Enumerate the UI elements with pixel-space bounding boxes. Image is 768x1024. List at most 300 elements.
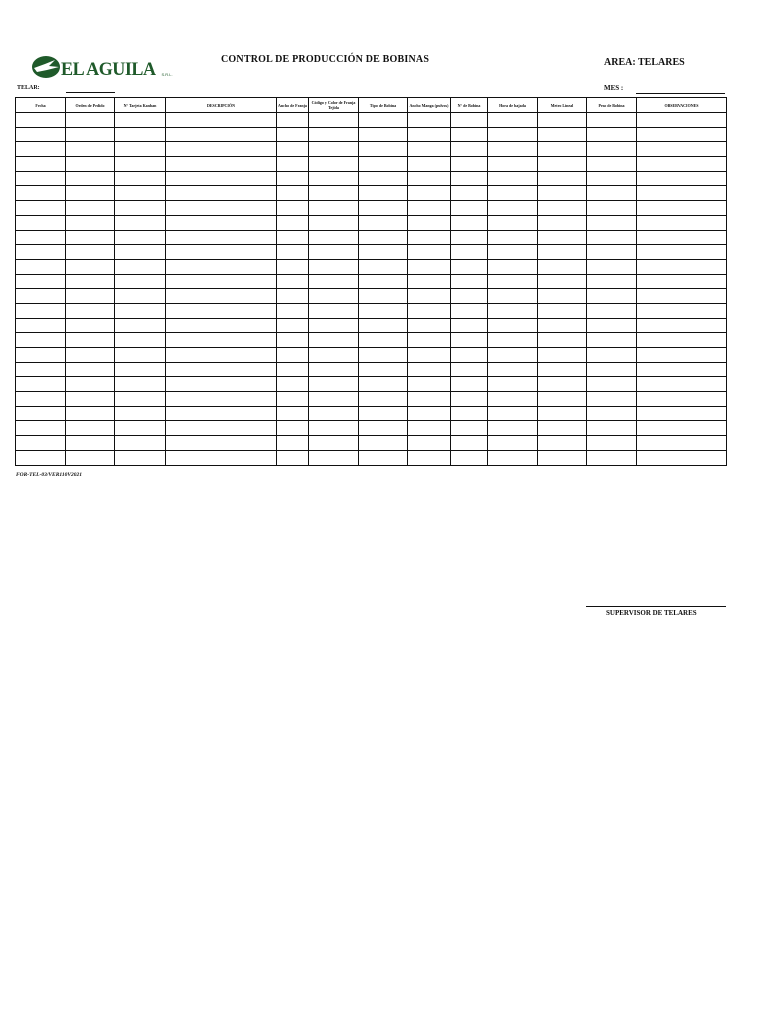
table-cell[interactable] [637, 377, 727, 392]
table-cell[interactable] [359, 377, 408, 392]
table-cell[interactable] [66, 142, 115, 157]
table-cell[interactable] [408, 186, 451, 201]
table-cell[interactable] [309, 171, 359, 186]
table-cell[interactable] [451, 230, 488, 245]
table-cell[interactable] [451, 377, 488, 392]
table-cell[interactable] [538, 215, 587, 230]
table-cell[interactable] [488, 274, 538, 289]
table-cell[interactable] [115, 318, 166, 333]
table-cell[interactable] [16, 362, 66, 377]
table-cell[interactable] [66, 436, 115, 451]
table-cell[interactable] [16, 259, 66, 274]
table-cell[interactable] [538, 230, 587, 245]
table-cell[interactable] [16, 377, 66, 392]
table-cell[interactable] [488, 186, 538, 201]
table-cell[interactable] [277, 348, 309, 363]
table-cell[interactable] [309, 230, 359, 245]
table-cell[interactable] [66, 421, 115, 436]
table-cell[interactable] [538, 377, 587, 392]
table-cell[interactable] [166, 392, 277, 407]
table-cell[interactable] [359, 230, 408, 245]
table-cell[interactable] [16, 245, 66, 260]
table-cell[interactable] [359, 333, 408, 348]
table-cell[interactable] [66, 348, 115, 363]
table-cell[interactable] [488, 303, 538, 318]
table-cell[interactable] [66, 171, 115, 186]
table-cell[interactable] [166, 157, 277, 172]
table-cell[interactable] [637, 303, 727, 318]
table-cell[interactable] [115, 245, 166, 260]
table-cell[interactable] [16, 303, 66, 318]
table-cell[interactable] [637, 142, 727, 157]
table-cell[interactable] [66, 377, 115, 392]
table-cell[interactable] [408, 157, 451, 172]
table-cell[interactable] [166, 245, 277, 260]
table-cell[interactable] [166, 348, 277, 363]
table-cell[interactable] [66, 274, 115, 289]
table-cell[interactable] [359, 362, 408, 377]
table-cell[interactable] [451, 215, 488, 230]
table-cell[interactable] [408, 274, 451, 289]
table-cell[interactable] [277, 245, 309, 260]
table-cell[interactable] [408, 171, 451, 186]
table-cell[interactable] [538, 289, 587, 304]
table-cell[interactable] [488, 421, 538, 436]
table-cell[interactable] [538, 318, 587, 333]
table-cell[interactable] [359, 127, 408, 142]
table-cell[interactable] [166, 127, 277, 142]
table-cell[interactable] [451, 436, 488, 451]
table-cell[interactable] [359, 142, 408, 157]
table-cell[interactable] [359, 215, 408, 230]
table-cell[interactable] [66, 230, 115, 245]
table-cell[interactable] [359, 157, 408, 172]
table-cell[interactable] [66, 157, 115, 172]
table-cell[interactable] [488, 333, 538, 348]
table-cell[interactable] [16, 201, 66, 216]
table-cell[interactable] [408, 318, 451, 333]
table-cell[interactable] [451, 157, 488, 172]
table-cell[interactable] [538, 245, 587, 260]
table-cell[interactable] [66, 127, 115, 142]
table-cell[interactable] [66, 318, 115, 333]
telar-field[interactable] [66, 92, 115, 93]
table-cell[interactable] [309, 421, 359, 436]
mes-field[interactable] [636, 93, 725, 94]
table-cell[interactable] [408, 230, 451, 245]
table-cell[interactable] [488, 318, 538, 333]
table-cell[interactable] [587, 348, 637, 363]
table-cell[interactable] [538, 201, 587, 216]
table-cell[interactable] [166, 274, 277, 289]
table-cell[interactable] [115, 289, 166, 304]
table-cell[interactable] [637, 406, 727, 421]
table-cell[interactable] [451, 171, 488, 186]
table-cell[interactable] [16, 318, 66, 333]
table-cell[interactable] [16, 186, 66, 201]
table-cell[interactable] [538, 406, 587, 421]
table-cell[interactable] [115, 333, 166, 348]
table-cell[interactable] [637, 157, 727, 172]
table-cell[interactable] [359, 171, 408, 186]
table-cell[interactable] [16, 289, 66, 304]
table-cell[interactable] [359, 289, 408, 304]
table-cell[interactable] [309, 333, 359, 348]
table-cell[interactable] [538, 436, 587, 451]
table-cell[interactable] [115, 348, 166, 363]
table-cell[interactable] [538, 450, 587, 465]
table-cell[interactable] [16, 171, 66, 186]
table-cell[interactable] [637, 436, 727, 451]
table-cell[interactable] [538, 362, 587, 377]
table-cell[interactable] [166, 406, 277, 421]
table-cell[interactable] [587, 318, 637, 333]
table-cell[interactable] [309, 392, 359, 407]
table-cell[interactable] [359, 186, 408, 201]
table-cell[interactable] [309, 303, 359, 318]
table-cell[interactable] [637, 348, 727, 363]
table-cell[interactable] [166, 113, 277, 128]
table-cell[interactable] [408, 406, 451, 421]
table-cell[interactable] [115, 259, 166, 274]
table-cell[interactable] [587, 113, 637, 128]
table-cell[interactable] [277, 421, 309, 436]
table-cell[interactable] [277, 406, 309, 421]
table-cell[interactable] [538, 303, 587, 318]
table-cell[interactable] [587, 436, 637, 451]
table-cell[interactable] [309, 113, 359, 128]
table-cell[interactable] [637, 127, 727, 142]
table-cell[interactable] [587, 274, 637, 289]
table-cell[interactable] [538, 392, 587, 407]
table-cell[interactable] [359, 436, 408, 451]
table-cell[interactable] [16, 274, 66, 289]
table-cell[interactable] [115, 377, 166, 392]
table-cell[interactable] [587, 362, 637, 377]
table-cell[interactable] [166, 186, 277, 201]
table-cell[interactable] [488, 289, 538, 304]
table-cell[interactable] [277, 392, 309, 407]
table-cell[interactable] [115, 186, 166, 201]
table-cell[interactable] [16, 392, 66, 407]
table-cell[interactable] [587, 201, 637, 216]
table-cell[interactable] [587, 289, 637, 304]
table-cell[interactable] [309, 259, 359, 274]
table-cell[interactable] [309, 450, 359, 465]
table-cell[interactable] [451, 289, 488, 304]
table-cell[interactable] [166, 201, 277, 216]
table-cell[interactable] [488, 362, 538, 377]
table-cell[interactable] [277, 436, 309, 451]
table-cell[interactable] [637, 362, 727, 377]
table-cell[interactable] [451, 450, 488, 465]
table-cell[interactable] [408, 348, 451, 363]
table-cell[interactable] [277, 303, 309, 318]
table-cell[interactable] [277, 333, 309, 348]
table-cell[interactable] [115, 303, 166, 318]
table-cell[interactable] [587, 245, 637, 260]
table-cell[interactable] [166, 362, 277, 377]
table-cell[interactable] [66, 113, 115, 128]
table-cell[interactable] [488, 230, 538, 245]
table-cell[interactable] [538, 333, 587, 348]
table-cell[interactable] [16, 215, 66, 230]
table-cell[interactable] [277, 230, 309, 245]
table-cell[interactable] [451, 333, 488, 348]
table-cell[interactable] [66, 392, 115, 407]
table-cell[interactable] [309, 348, 359, 363]
table-cell[interactable] [277, 113, 309, 128]
table-cell[interactable] [451, 127, 488, 142]
table-cell[interactable] [277, 274, 309, 289]
table-cell[interactable] [66, 215, 115, 230]
table-cell[interactable] [637, 421, 727, 436]
table-cell[interactable] [66, 450, 115, 465]
table-cell[interactable] [309, 201, 359, 216]
table-cell[interactable] [359, 392, 408, 407]
table-cell[interactable] [538, 127, 587, 142]
table-cell[interactable] [277, 171, 309, 186]
table-cell[interactable] [16, 142, 66, 157]
table-cell[interactable] [488, 348, 538, 363]
table-cell[interactable] [166, 230, 277, 245]
table-cell[interactable] [637, 318, 727, 333]
table-cell[interactable] [408, 215, 451, 230]
table-cell[interactable] [451, 362, 488, 377]
table-cell[interactable] [408, 450, 451, 465]
table-cell[interactable] [637, 186, 727, 201]
table-cell[interactable] [115, 362, 166, 377]
table-cell[interactable] [451, 186, 488, 201]
table-cell[interactable] [16, 113, 66, 128]
table-cell[interactable] [115, 392, 166, 407]
table-cell[interactable] [115, 157, 166, 172]
table-cell[interactable] [309, 186, 359, 201]
table-cell[interactable] [587, 186, 637, 201]
table-cell[interactable] [277, 377, 309, 392]
table-cell[interactable] [488, 377, 538, 392]
table-cell[interactable] [637, 215, 727, 230]
table-cell[interactable] [637, 259, 727, 274]
table-cell[interactable] [309, 318, 359, 333]
table-cell[interactable] [587, 377, 637, 392]
table-cell[interactable] [587, 142, 637, 157]
table-cell[interactable] [488, 259, 538, 274]
table-cell[interactable] [66, 406, 115, 421]
table-cell[interactable] [408, 377, 451, 392]
table-cell[interactable] [451, 348, 488, 363]
table-cell[interactable] [538, 113, 587, 128]
table-cell[interactable] [359, 303, 408, 318]
table-cell[interactable] [166, 171, 277, 186]
table-cell[interactable] [16, 421, 66, 436]
table-cell[interactable] [359, 450, 408, 465]
table-cell[interactable] [115, 171, 166, 186]
table-cell[interactable] [66, 259, 115, 274]
table-cell[interactable] [309, 127, 359, 142]
table-cell[interactable] [66, 333, 115, 348]
table-cell[interactable] [66, 303, 115, 318]
table-cell[interactable] [587, 303, 637, 318]
table-cell[interactable] [451, 259, 488, 274]
table-cell[interactable] [277, 142, 309, 157]
table-cell[interactable] [359, 348, 408, 363]
table-cell[interactable] [408, 421, 451, 436]
table-cell[interactable] [637, 171, 727, 186]
table-cell[interactable] [115, 127, 166, 142]
table-cell[interactable] [408, 303, 451, 318]
table-cell[interactable] [637, 333, 727, 348]
table-cell[interactable] [277, 362, 309, 377]
table-cell[interactable] [166, 259, 277, 274]
table-cell[interactable] [408, 362, 451, 377]
table-cell[interactable] [637, 201, 727, 216]
table-cell[interactable] [66, 201, 115, 216]
table-cell[interactable] [538, 171, 587, 186]
table-cell[interactable] [166, 215, 277, 230]
table-cell[interactable] [166, 421, 277, 436]
table-cell[interactable] [408, 333, 451, 348]
table-cell[interactable] [408, 436, 451, 451]
table-cell[interactable] [309, 289, 359, 304]
table-cell[interactable] [451, 142, 488, 157]
table-cell[interactable] [587, 230, 637, 245]
table-cell[interactable] [277, 289, 309, 304]
table-cell[interactable] [488, 201, 538, 216]
table-cell[interactable] [488, 245, 538, 260]
table-cell[interactable] [115, 142, 166, 157]
table-cell[interactable] [637, 274, 727, 289]
table-cell[interactable] [166, 333, 277, 348]
table-cell[interactable] [587, 421, 637, 436]
table-cell[interactable] [115, 274, 166, 289]
table-cell[interactable] [587, 259, 637, 274]
table-cell[interactable] [115, 201, 166, 216]
table-cell[interactable] [166, 142, 277, 157]
table-cell[interactable] [309, 245, 359, 260]
table-cell[interactable] [309, 406, 359, 421]
table-cell[interactable] [587, 171, 637, 186]
table-cell[interactable] [115, 450, 166, 465]
table-cell[interactable] [359, 318, 408, 333]
table-cell[interactable] [538, 186, 587, 201]
table-cell[interactable] [277, 127, 309, 142]
table-cell[interactable] [488, 113, 538, 128]
table-cell[interactable] [359, 421, 408, 436]
table-cell[interactable] [166, 377, 277, 392]
table-cell[interactable] [587, 450, 637, 465]
table-cell[interactable] [451, 274, 488, 289]
table-cell[interactable] [488, 157, 538, 172]
table-cell[interactable] [538, 157, 587, 172]
table-cell[interactable] [488, 406, 538, 421]
table-cell[interactable] [408, 127, 451, 142]
table-cell[interactable] [587, 333, 637, 348]
table-cell[interactable] [408, 113, 451, 128]
table-cell[interactable] [66, 289, 115, 304]
table-cell[interactable] [115, 215, 166, 230]
table-cell[interactable] [16, 406, 66, 421]
table-cell[interactable] [587, 157, 637, 172]
table-cell[interactable] [538, 274, 587, 289]
table-cell[interactable] [115, 230, 166, 245]
table-cell[interactable] [451, 201, 488, 216]
table-cell[interactable] [451, 406, 488, 421]
table-cell[interactable] [277, 157, 309, 172]
table-cell[interactable] [309, 157, 359, 172]
table-cell[interactable] [359, 406, 408, 421]
table-cell[interactable] [408, 289, 451, 304]
table-cell[interactable] [488, 215, 538, 230]
table-cell[interactable] [637, 289, 727, 304]
table-cell[interactable] [359, 113, 408, 128]
table-cell[interactable] [115, 406, 166, 421]
table-cell[interactable] [16, 333, 66, 348]
table-cell[interactable] [166, 289, 277, 304]
table-cell[interactable] [538, 421, 587, 436]
table-cell[interactable] [451, 303, 488, 318]
table-cell[interactable] [587, 392, 637, 407]
table-cell[interactable] [451, 113, 488, 128]
table-cell[interactable] [66, 245, 115, 260]
table-cell[interactable] [309, 436, 359, 451]
table-cell[interactable] [166, 450, 277, 465]
table-cell[interactable] [16, 127, 66, 142]
table-cell[interactable] [488, 171, 538, 186]
table-cell[interactable] [277, 450, 309, 465]
table-cell[interactable] [359, 259, 408, 274]
table-cell[interactable] [587, 406, 637, 421]
table-cell[interactable] [538, 142, 587, 157]
table-cell[interactable] [359, 274, 408, 289]
table-cell[interactable] [277, 201, 309, 216]
table-cell[interactable] [538, 259, 587, 274]
table-cell[interactable] [166, 436, 277, 451]
table-cell[interactable] [115, 436, 166, 451]
table-cell[interactable] [359, 201, 408, 216]
table-cell[interactable] [587, 215, 637, 230]
table-cell[interactable] [16, 348, 66, 363]
table-cell[interactable] [309, 215, 359, 230]
table-cell[interactable] [538, 348, 587, 363]
table-cell[interactable] [637, 392, 727, 407]
table-cell[interactable] [488, 392, 538, 407]
table-cell[interactable] [166, 318, 277, 333]
table-cell[interactable] [309, 377, 359, 392]
table-cell[interactable] [166, 303, 277, 318]
table-cell[interactable] [277, 215, 309, 230]
table-cell[interactable] [309, 142, 359, 157]
table-cell[interactable] [115, 421, 166, 436]
table-cell[interactable] [488, 127, 538, 142]
table-cell[interactable] [66, 362, 115, 377]
table-cell[interactable] [451, 392, 488, 407]
table-cell[interactable] [637, 450, 727, 465]
table-cell[interactable] [488, 450, 538, 465]
table-cell[interactable] [16, 157, 66, 172]
table-cell[interactable] [488, 436, 538, 451]
table-cell[interactable] [277, 186, 309, 201]
table-cell[interactable] [16, 436, 66, 451]
table-cell[interactable] [115, 113, 166, 128]
table-cell[interactable] [408, 201, 451, 216]
table-cell[interactable] [408, 142, 451, 157]
table-cell[interactable] [309, 362, 359, 377]
table-cell[interactable] [277, 318, 309, 333]
table-cell[interactable] [277, 259, 309, 274]
table-cell[interactable] [451, 318, 488, 333]
table-cell[interactable] [451, 245, 488, 260]
